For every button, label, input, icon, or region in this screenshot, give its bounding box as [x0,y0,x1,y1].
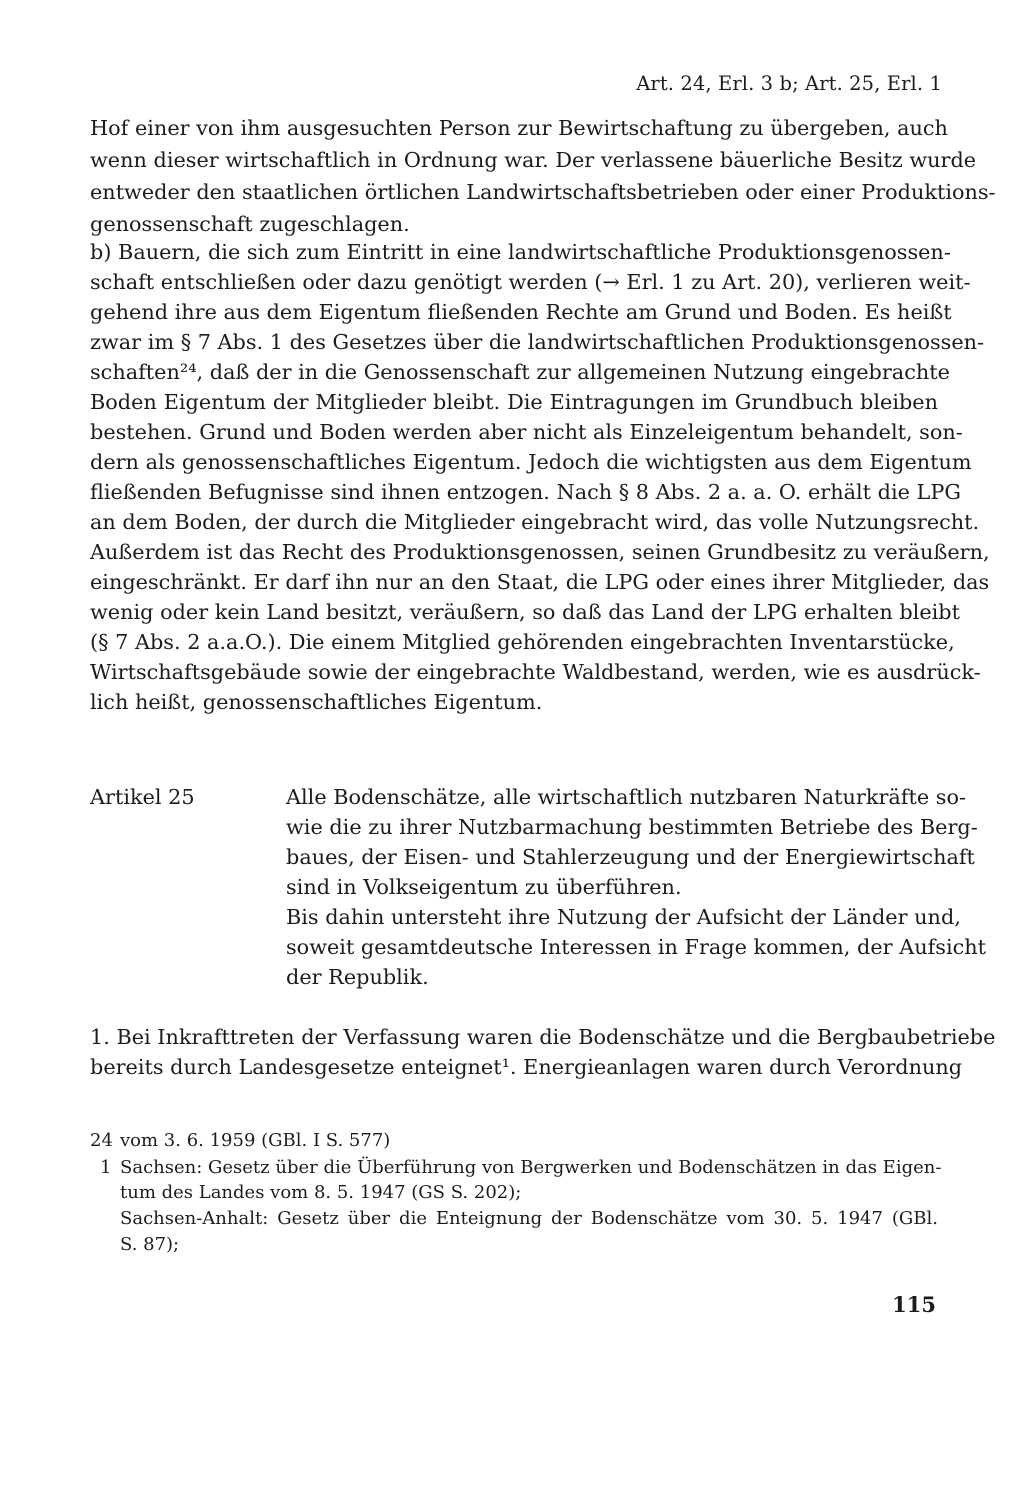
article-text-line: wie die zu ihrer Nutzbarmachung bestimmten Betriebe des Berg- [286,815,978,839]
article-text-line: soweit gesamtdeutsche Interessen in Frage kommen, der Aufsicht [286,935,987,959]
text-line: zwar im § 7 Abs. 1 des Gesetzes über die landwirtschaftlichen Produktionsgenossen- [90,330,985,354]
footnote-number: 24 [90,1130,113,1151]
footnote-text: Sachsen: Gesetz über die Überführung von Bergwerken und Bodenschätzen in das Eigen- [120,1157,942,1178]
text-line: schaften²⁴, daß der in die Genossenschaft zur allgemeinen Nutzung eingebrachte [90,360,950,384]
article-text-line: Bis dahin untersteht ihre Nutzung der Aufsicht der Länder und, [286,905,961,929]
footnote-text: S. 87); [120,1234,180,1255]
text-line: (§ 7 Abs. 2 a.a.O.). Die einem Mitglied gehörenden eingebrachten Inventarstücke, [90,630,955,654]
article-text-line: baues, der Eisen- und Stahlerzeugung und der Energiewirtschaft [286,845,975,869]
text-line: fließenden Befugnisse sind ihnen entzogen. Nach § 8 Abs. 2 a. a. O. erhält die LPG [90,480,961,504]
text-line: wenig oder kein Land besitzt, veräußern, so daß das Land der LPG erhalten bleibt [90,600,960,624]
footnote-text: vom 3. 6. 1959 (GBl. I S. 577) [120,1130,391,1151]
text-line: Hof einer von ihm ausgesuchten Person zur Bewirtschaftung zu übergeben, auch [90,116,948,140]
article-text-line: der Republik. [286,965,429,989]
footnote-number: 1 [100,1157,112,1178]
article-text-line: sind in Volkseigentum zu überführen. [286,875,682,899]
text-line: bestehen. Grund und Boden werden aber nicht als Einzeleigentum behandelt, son- [90,420,963,444]
footnote-text: tum des Landes vom 8. 5. 1947 (GS S. 202); [120,1182,522,1203]
text-line: eingeschränkt. Er darf ihn nur an den Staat, die LPG oder eines ihrer Mitglieder, das [90,570,990,594]
text-line: bereits durch Landesgesetze enteignet¹. Energieanlagen waren durch Verordnung [90,1055,963,1079]
page-number: 115 [892,1292,936,1317]
text-line: Wirtschaftsgebäude sowie der eingebrachte Waldbestand, werden, wie es ausdrück- [90,660,981,684]
text-line: gehend ihre aus dem Eigentum fließenden Rechte am Grund und Boden. Es heißt [90,300,952,324]
text-line: lich heißt, genossenschaftliches Eigentum. [90,690,543,714]
article-text-line: Alle Bodenschätze, alle wirtschaftlich nutzbaren Naturkräfte so- [286,785,967,809]
text-line: entweder den staatlichen örtlichen Landwirtschaftsbetrieben oder einer Produktions- [90,180,996,204]
text-line: genossenschaft zugeschlagen. [90,212,410,236]
text-line: schaft entschließen oder dazu genötigt werden (→ Erl. 1 zu Art. 20), verlieren weit- [90,270,971,294]
text-line: dern als genossenschaftliches Eigentum. Jedoch die wichtigsten aus dem Eigentum [90,450,972,474]
text-line: 1. Bei Inkrafttreten der Verfassung waren die Bodenschätze und die Bergbaubetriebe [90,1025,996,1049]
text-line: an dem Boden, der durch die Mitglieder eingebracht wird, das volle Nutzungsrecht. [90,510,980,534]
text-line: b) Bauern, die sich zum Eintritt in eine landwirtschaftliche Produktionsgenossen- [90,240,951,264]
running-head: Art. 24, Erl. 3 b; Art. 25, Erl. 1 [636,72,942,95]
text-line: Boden Eigentum der Mitglieder bleibt. Die Eintragungen im Grundbuch bleiben [90,390,938,414]
footnote-text: Sachsen-Anhalt: Gesetz über die Enteignung der Bodenschätze vom 30. 5. 1947 (GBl. [120,1208,938,1229]
article-label: Artikel 25 [90,785,195,809]
text-line: wenn dieser wirtschaftlich in Ordnung war. Der verlassene bäuerliche Besitz wurde [90,148,977,172]
text-line: Außerdem ist das Recht des Produktionsgenossen, seinen Grundbesitz zu veräußern, [90,540,990,564]
